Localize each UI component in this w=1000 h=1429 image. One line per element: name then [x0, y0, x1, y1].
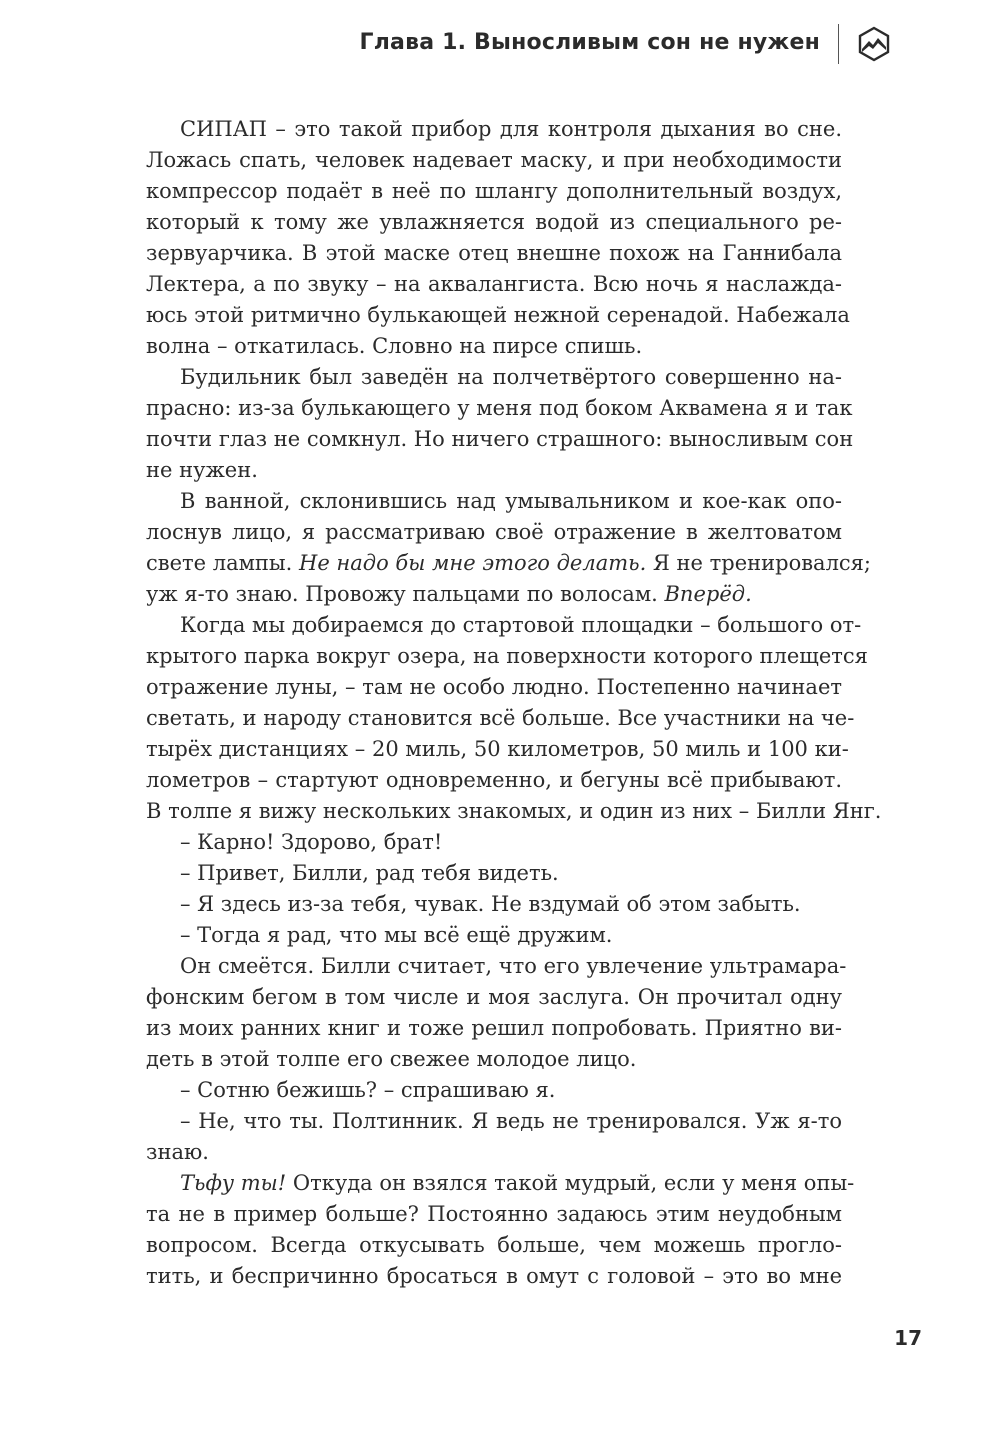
text-segment: Ложась спать, человек надевает маску, и при необходимости: [146, 148, 842, 172]
text-segment: та не в пример больше? Постоянно задаюсь этим неудобным: [146, 1202, 842, 1226]
text-line: [146, 765, 842, 796]
text-segment: волна – откатилась. Словно на пирсе спишь.: [146, 334, 643, 358]
header-divider: [838, 24, 839, 64]
text-line: [146, 920, 842, 951]
text-segment: свете лампы.: [146, 551, 299, 575]
text-segment: СИПАП – это такой прибор для контроля дыхания во сне.: [180, 117, 842, 141]
text-line: [146, 734, 849, 765]
text-segment: – Привет, Билли, рад тебя видеть.: [180, 861, 559, 885]
text-segment: Будильник был заведён на полчетвёртого совершенно на-: [180, 365, 842, 389]
chapter-title: Глава 1. Выносливым сон не нужен: [359, 30, 820, 55]
text-segment: Я не тренировался;: [646, 551, 871, 575]
text-segment: зервуарчика. В этой маске отец внешне похож на Ганнибала: [146, 241, 842, 265]
text-line: [146, 145, 842, 176]
text-line: [146, 114, 842, 145]
text-line: [146, 331, 842, 362]
text-line: [146, 1261, 842, 1292]
text-segment: почти глаз не сомкнул. Но ничего страшного: выносливым сон: [146, 427, 854, 451]
text-line: [146, 1230, 842, 1261]
text-line: [146, 827, 842, 858]
text-line: [146, 858, 842, 889]
text-segment: крытого парка вокруг озера, на поверхности которого плещется: [146, 644, 868, 668]
text-segment: Он смеётся. Билли считает, что его увлечение ультрамара-: [180, 954, 847, 978]
text-line: [146, 1199, 842, 1230]
text-segment: Лектера, а по звуку – на аквалангиста. Всю ночь я наслажда-: [146, 272, 842, 296]
italic-segment: Тьфу ты!: [180, 1171, 287, 1195]
text-line: [146, 796, 882, 827]
text-line: [146, 486, 842, 517]
italic-segment: Не надо бы мне этого делать.: [299, 551, 647, 575]
mountain-logo-icon: [856, 26, 892, 62]
text-line: [146, 982, 842, 1013]
text-line: [146, 1137, 842, 1168]
text-line: [146, 1075, 842, 1106]
text-line: [146, 610, 862, 641]
text-line: [146, 579, 842, 610]
text-segment: тырёх дистанциях – 20 миль, 50 километров, 50 миль и 100 ки-: [146, 737, 849, 761]
text-line: [146, 1106, 842, 1137]
text-segment: прасно: из-за булькающего у меня под боком Аквамена я и так: [146, 396, 853, 420]
text-segment: уж я-то знаю. Провожу пальцами по волосам.: [146, 582, 665, 606]
text-line: [146, 672, 842, 703]
text-line: [146, 548, 871, 579]
text-segment: – Сотню бежишь? – спрашиваю я.: [180, 1078, 556, 1102]
text-line: [146, 455, 842, 486]
text-line: [146, 1013, 842, 1044]
text-segment: – Я здесь из-за тебя, чувак. Не вздумай об этом забыть.: [180, 892, 801, 916]
text-segment: Откуда он взялся такой мудрый, если у меня опы-: [286, 1171, 855, 1195]
text-segment: знаю.: [146, 1140, 209, 1164]
text-line: [146, 1044, 842, 1075]
text-line: [146, 176, 842, 207]
text-line: [146, 641, 868, 672]
text-line: [146, 424, 854, 455]
text-line: [146, 889, 842, 920]
text-line: [146, 238, 842, 269]
text-segment: лометров – стартуют одновременно, и бегуны всё прибывают.: [146, 768, 842, 792]
text-segment: деть в этой толпе его свежее молодое лицо.: [146, 1047, 637, 1071]
page-number: 17: [894, 1326, 922, 1350]
text-segment: светать, и народу становится всё больше. Все участники на че-: [146, 706, 855, 730]
text-segment: – Тогда я рад, что мы всё ещё дружим.: [180, 923, 613, 947]
text-line: [146, 207, 842, 238]
text-line: [146, 703, 855, 734]
text-line: [146, 951, 847, 982]
text-segment: тить, и беспричинно бросаться в омут с головой – это во мне: [146, 1264, 842, 1288]
text-segment: отражение луны, – там не особо людно. Постепенно начинает: [146, 675, 842, 699]
text-segment: – Не, что ты. Полтинник. Я ведь не тренировался. Уж я-то: [180, 1109, 842, 1133]
text-segment: юсь этой ритмично булькающей нежной серенадой. Набежала: [146, 303, 850, 327]
text-segment: не нужен.: [146, 458, 258, 482]
text-segment: который к тому же увлажняется водой из специального ре-: [146, 210, 842, 234]
text-segment: Когда мы добираемся до стартовой площадки – большого от-: [180, 613, 862, 637]
text-line: [146, 1168, 855, 1199]
text-segment: из моих ранних книг и тоже решил попробовать. Приятно ви-: [146, 1016, 842, 1040]
text-segment: компрессор подаёт в неё по шлангу дополнительный воздух,: [146, 179, 842, 203]
text-line: [146, 269, 842, 300]
italic-segment: Вперёд.: [664, 582, 752, 606]
text-segment: – Карно! Здорово, брат!: [180, 830, 443, 854]
text-segment: В толпе я вижу нескольких знакомых, и один из них – Билли Янг.: [146, 799, 882, 823]
text-line: [146, 362, 842, 393]
text-line: [146, 393, 853, 424]
body-text: [146, 114, 882, 1292]
text-line: [146, 300, 850, 331]
text-segment: фонским бегом в том числе и моя заслуга. Он прочитал одну: [146, 985, 842, 1009]
text-segment: вопросом. Всегда откусывать больше, чем можешь прогло-: [146, 1233, 842, 1257]
text-segment: лоснув лицо, я рассматриваю своё отражение в желтоватом: [146, 520, 842, 544]
text-line: [146, 517, 842, 548]
text-segment: В ванной, склонившись над умывальником и кое-как опо-: [180, 489, 842, 513]
page-header: [0, 24, 1000, 68]
